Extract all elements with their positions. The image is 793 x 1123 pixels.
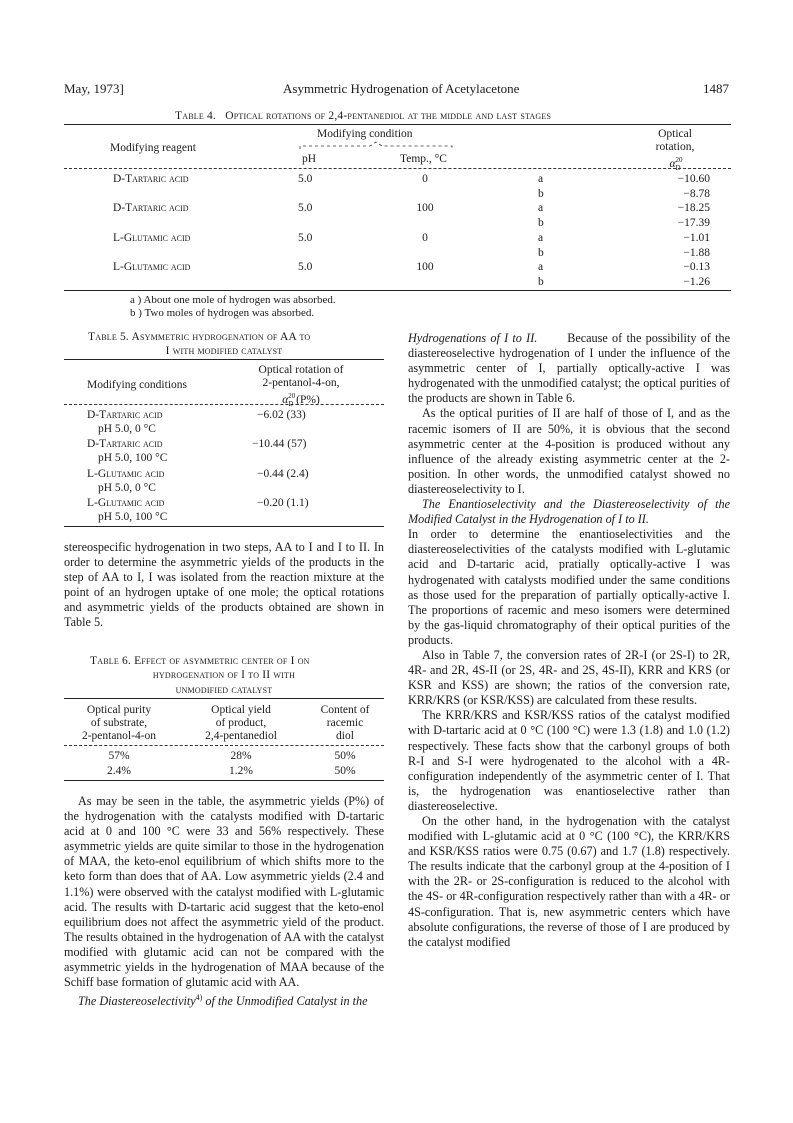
- table-5-row-4-cond1: L-Glutamic acid: [87, 497, 165, 509]
- right-column: [408, 331, 730, 950]
- table-5-row-2-cond1: D-Tartaric acid: [87, 438, 163, 450]
- table-5-row-3-cond1: L-Glutamic acid: [87, 468, 165, 480]
- table-5-col-rot2: 2-pentanol-4-on,: [262, 377, 340, 389]
- table-6-row-1-c2: 28%: [230, 750, 252, 762]
- table-4-row-2-b: b: [538, 217, 544, 229]
- running-header-title: Asymmetric Hydrogenation of Acetylacetone: [283, 81, 520, 96]
- table-6-col2-l1: Optical yield: [211, 704, 271, 716]
- table-4-row-3-va: −1.01: [683, 232, 710, 244]
- table-6-bottom-rule: [64, 780, 384, 781]
- table-6-col3-l1: Content of: [320, 704, 370, 716]
- left-paragraph-1: [64, 540, 384, 631]
- table-5-row-4-cond2: pH 5.0, 100 °C: [98, 511, 168, 523]
- table-6-col3-l2: racemic: [326, 717, 364, 729]
- table-4-row-4-ph: 5.0: [298, 261, 313, 273]
- table-4-row-2-a: a: [538, 202, 544, 214]
- footnote-ref-4: 4): [195, 993, 203, 1003]
- table-4-row-3-ph: 5.0: [298, 232, 313, 244]
- alpha-sup: 20: [675, 156, 683, 164]
- table-5-top-rule: [64, 359, 384, 360]
- table-6-caption-line-1: Table 6. Effect of asymmetric center of I on: [90, 655, 310, 667]
- table-5-col-conditions: Modifying conditions: [87, 379, 187, 391]
- right-paragraph-1: [408, 331, 730, 406]
- table-4-row-3-temp: 0: [422, 232, 428, 244]
- right-paragraph-3: In order to determine the enantioselectivities and the diastereoselectivities of the catalysts modified with L-glutamic acid and D-tartaric acid, pratially optically-active I was hydrogenated with catalysts modified under the same conditions as those used for the preparation of partially optically-active I. The proportions of racemic and meso isomers were determined by the gas-liquid chromatography of their optical purities of the products.: [408, 527, 730, 647]
- table-5-bottom-rule: [64, 526, 384, 527]
- table-5-row-2-val: −10.44 (57): [252, 438, 307, 450]
- table-4-row-1-b: b: [538, 188, 544, 200]
- right-paragraph-4: Also in Table 7, the conversion rates of 2R-I (or 2S-I) to 2R, 4R- and 2R, 4S-II (or 2S, 4R- and 2S, 4S-II), KRR and KRS (or KSR and KSS) are shown; the ratios of the conversion rate, KRR/KRS (or KSR/KSS) are calculated from these results.: [408, 647, 730, 708]
- table-5-row-1-val: −6.02 (33): [257, 409, 306, 421]
- table-4-col-condition: Modifying condition: [317, 128, 413, 140]
- table-6-row-1-c3: 50%: [334, 750, 356, 762]
- table-4-row-2-temp: 100: [416, 202, 434, 214]
- table-5-row-1-cond2: pH 5.0, 0 °C: [98, 423, 156, 435]
- right-section-heading: The Enantioselectivity and the Diastereoselectivity of the Modified Catalyst in the Hydrogenation of I to II.: [408, 497, 730, 527]
- left-paragraph-2: [64, 794, 384, 1009]
- left-paragraph-3-italic: The Diastereoselectivity: [78, 994, 196, 1009]
- table-4-row-4-b: b: [538, 276, 544, 288]
- table-6-col3-l3: diol: [336, 730, 354, 742]
- table-6-col1-l2: of substrate,: [90, 717, 148, 729]
- table-4-row-3-vb: −1.88: [683, 247, 710, 259]
- table-4-row-1-ph: 5.0: [298, 173, 313, 185]
- table-4-row-2-va: −18.25: [677, 202, 710, 214]
- table-4-row-2-vb: −17.39: [677, 217, 710, 229]
- page-number: 1487: [703, 81, 729, 96]
- table-6-row-2-c1: 2.4%: [107, 765, 131, 777]
- table-4-row-3-reagent: L-Glutamic acid: [113, 232, 191, 244]
- table-5-row-4-val: −0.20 (1.1): [257, 497, 309, 509]
- table-4-col-ph: pH: [302, 153, 317, 165]
- table-4-row-2-reagent: D-Tartaric acid: [113, 202, 189, 214]
- table-5-header-rule: [64, 404, 384, 405]
- table-4-header-rule: [64, 168, 731, 169]
- table-6-row-2-c3: 50%: [334, 765, 356, 777]
- table-4-row-3-b: b: [538, 247, 544, 259]
- table-4-title: Optical rotations of 2,4-pentanediol at the middle and last stages: [225, 110, 552, 122]
- table-6-row-1-c1: 57%: [108, 750, 130, 762]
- table-6-col1-l3: 2-pentanol-4-on: [81, 730, 157, 742]
- table-4-footnote-b: b ) Two moles of hydrogen was absorbed.: [130, 307, 315, 319]
- table-4-row-4-temp: 100: [416, 261, 434, 273]
- left-paragraph-3-italic-2: of the Unmodified Catalyst in the: [202, 994, 368, 1009]
- table-6-header-rule: [64, 745, 384, 746]
- table-5-caption-line-1: Table 5. Asymmetric hydrogenation of AA to: [88, 331, 311, 343]
- table-6-caption-line-3: unmodified catalyst: [175, 684, 273, 696]
- left-paragraph-3: [64, 990, 384, 1009]
- table-6-caption-line-2: hydrogenation of I to II with: [152, 669, 296, 681]
- table-4-row-4-a: a: [538, 261, 544, 273]
- table-4-row-1-temp: 0: [422, 173, 428, 185]
- table-4-row-1-vb: −8.78: [683, 188, 710, 200]
- table-5-p-percent: (P%): [293, 393, 320, 406]
- right-paragraph-2: As the optical purities of II are half of those of I, and as the racemic isomers of II are 50%, it is obvious that the second asymmetric center at the 4-position is produced without any influence of the already existing asymmetric center at the 2-position. In other words, the unmodified catalyst showed no diastereoselectivity to I.: [408, 406, 730, 496]
- running-header-date: May, 1973]: [64, 81, 124, 96]
- table-4-condition-brace: [296, 141, 456, 151]
- table-5-alpha-sup: 20: [288, 392, 296, 400]
- table-6-col2-l3: 2,4-pentanediol: [205, 730, 277, 742]
- right-paragraph-1-heading: Hydrogenations of I to II.: [408, 331, 538, 345]
- table-4-col-rot1: Optical: [658, 128, 692, 140]
- alpha-sub: D: [675, 164, 681, 173]
- table-4-bottom-rule: [64, 290, 731, 291]
- table-6-row-2-c2: 1.2%: [229, 765, 253, 777]
- table-4-col-reagent: Modifying reagent: [110, 142, 196, 154]
- table-4-row-3-a: a: [538, 232, 544, 244]
- table-4-caption: [175, 110, 551, 122]
- left-paragraph-1-text: stereospecific hydrogenation in two steps, AA to I and I to II. In order to determine the asymmetric yields of the products in the step of AA to I, I was isolated from the reaction mixture at the point of an hydrogen uptake of one mole; the optical rotations and asymmetric yields of the products obtained are shown in Table 5.: [64, 540, 384, 630]
- table-5-alpha-sub: D: [288, 400, 294, 409]
- right-paragraph-6: On the other hand, in the hydrogenation with the catalyst modified with L-glutamic acid at 0 °C (100 °C), the KRR/KRS and KSR/KSS ratios were 0.75 (0.67) and 1.7 (1.8) respectively. The results indicate that the carbonyl group at the 4-position of I with the 2R- or 2S-configuration is reduced to the alcohol with the 4S- or 4R-configuration respectively rather than with a 4R- or 4S-configuration. That is, new asymmetric centers which have absolute configurations, the reverse of those of I are produced by the catalyst modified: [408, 814, 730, 949]
- table-6-col1-l1: Optical purity: [86, 704, 152, 716]
- table-4-row-1-reagent: D-Tartaric acid: [113, 173, 189, 185]
- alpha-symbol: α: [669, 157, 676, 170]
- table-5-row-3-val: −0.44 (2.4): [257, 468, 309, 480]
- table-4-row-4-reagent: L-Glutamic acid: [113, 261, 191, 273]
- table-5-col-rot1: Optical rotation of: [258, 364, 344, 376]
- table-4-row-1-va: −10.60: [677, 173, 710, 185]
- table-5-row-3-cond2: pH 5.0, 0 °C: [98, 482, 156, 494]
- right-paragraph-5: The KRR/KRS and KSR/KSS ratios of the catalyst modified with D-tartaric acid at 0 °C (100 °C) were 1.3 (1.8) and 1.0 (1.2) respectively. These facts show that the carbonyl groups of both R-I and S-I were hydrogenated to the alcohol with a 4R-configuration independently of the asymmetric center of I. That is, the hydrogenation was enantioselective rather than diastereoselective.: [408, 708, 730, 813]
- table-4-row-4-va: −0.13: [683, 261, 710, 273]
- table-6-col2-l2: of product,: [215, 717, 267, 729]
- table-6-top-rule: [64, 698, 384, 699]
- table-4-row-4-vb: −1.26: [683, 276, 710, 288]
- table-5-row-2-cond2: pH 5.0, 100 °C: [98, 452, 168, 464]
- table-5-row-1-cond1: D-Tartaric acid: [87, 409, 163, 421]
- table-5-caption-line-2: I with modified catalyst: [165, 345, 283, 357]
- table-4-top-rule: [64, 124, 731, 125]
- right-paragraph-1-text: Because of the possibility of the diastereoselective hydrogenation of I under the influence of the asymmetric center of I, partially optically-active I was hydrogenated with the unmodified catalyst; the optical purities of the products are shown in Table 6.: [408, 331, 730, 406]
- table-4-row-1-a: a: [538, 173, 544, 185]
- table-4-footnote-a: a ) About one mole of hydrogen was absorbed.: [130, 294, 336, 306]
- table-4-label: Table 4.: [175, 110, 217, 122]
- table-5-alpha: α: [282, 393, 289, 406]
- left-paragraph-2-text: As may be seen in the table, the asymmetric yields (P%) of the hydrogenation with the catalysts modified with D-tartaric acid at 0 and 100 °C were 33 and 56% respectively. These asymmetric yields are quite similar to those in the hydrogenation of MAA, the keto-enol equilibrium of which shifts more to the keto form than does that of AA. Low asymmetric yields (2.4 and 1.1%) were observed with the catalyst modified with L-glutamic acid. The results with D-tartaric acid suggest that the keto-enol equilibrium does not affect the asymmetric yield of the product. The results obtained in the hydrogenation of AA with the catalyst modified with glutamic acid can not be compared with the asymmetric yields in the hydrogenation of MAA because of the Schiff base formation of glutamic acid with AA.: [64, 794, 384, 990]
- table-4-col-temp: Temp., °C: [400, 153, 447, 165]
- table-4-col-rot2: rotation,: [655, 141, 695, 153]
- table-4-row-2-ph: 5.0: [298, 202, 313, 214]
